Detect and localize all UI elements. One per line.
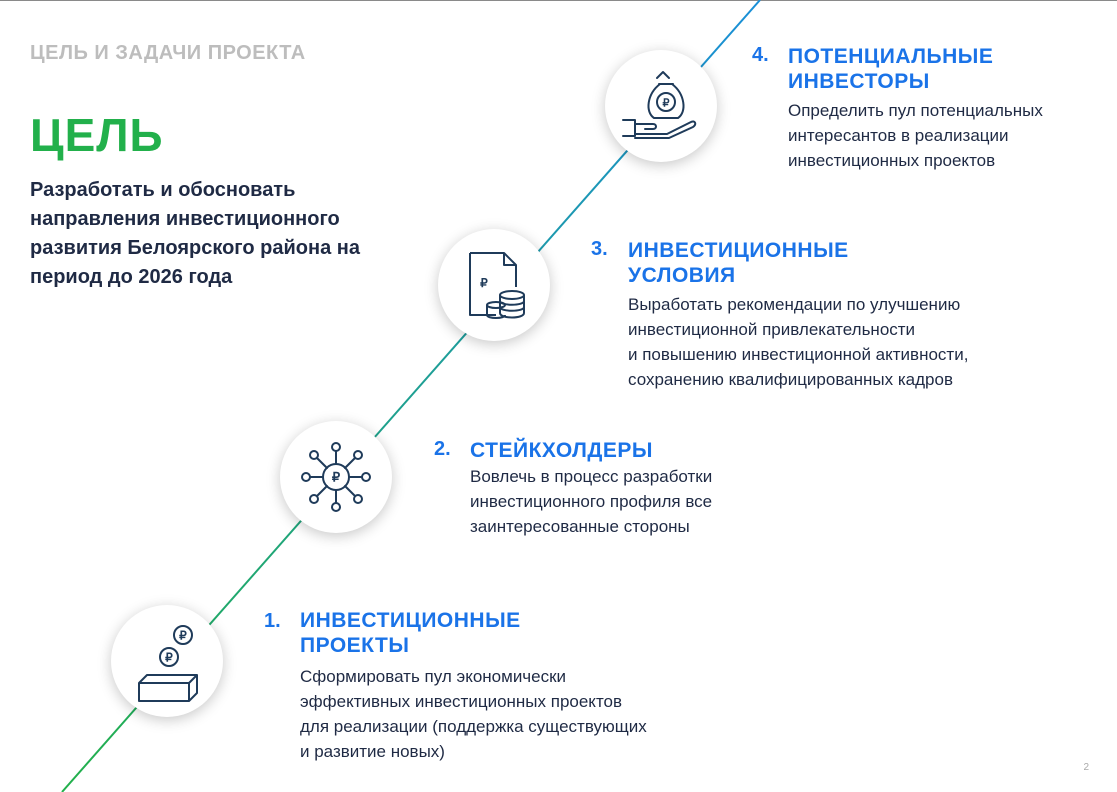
step-4-number: 4. — [752, 44, 769, 66]
step-2-number: 2. — [434, 438, 451, 460]
svg-text:₽: ₽ — [662, 97, 670, 110]
step-4-title — [788, 44, 993, 94]
step-2-icon-circle — [280, 421, 392, 533]
step-3-icon-circle — [438, 229, 550, 341]
step-2-desc-line: инвестиционного профиля все — [470, 492, 713, 511]
page-number: 2 — [1083, 762, 1089, 773]
step-2-desc-line: Вовлечь в процесс разработки — [470, 467, 713, 486]
step-1-desc-line: Сформировать пул экономически — [300, 667, 567, 686]
step-3-number: 3. — [591, 238, 608, 260]
step-3-desc-line: и повышению инвестиционной активности, — [628, 345, 969, 364]
svg-text:₽: ₽ — [331, 469, 341, 485]
goal-text: Разработать и обосновать направления инвестиционного развития Белоярского района на период до 2026 года — [30, 179, 360, 288]
step-3-description — [628, 292, 968, 392]
svg-text:₽: ₽ — [165, 650, 173, 665]
step-4-desc-line: инвестиционных проектов — [788, 151, 996, 170]
step-3-desc-line: сохранению квалифицированных кадров — [628, 370, 953, 389]
svg-text:₽: ₽ — [480, 276, 488, 290]
goal-title: ЦЕЛЬ — [30, 109, 164, 161]
step-4-description — [788, 98, 1043, 173]
step-2-description — [470, 464, 712, 539]
step-1-number: 1. — [264, 610, 281, 632]
svg-text:₽: ₽ — [179, 628, 187, 643]
step-1-desc-line: эффективных инвестиционных проектов — [300, 692, 623, 711]
coins-box-icon — [111, 605, 223, 717]
money-bag-hand-icon — [605, 50, 717, 162]
step-2-title-line1: СТЕЙКХОЛДЕРЫ — [470, 439, 653, 462]
network-ruble-icon — [280, 421, 392, 533]
step-4-icon-circle — [605, 50, 717, 162]
page-heading: ЦЕЛЬ И ЗАДАЧИ ПРОЕКТА — [30, 42, 306, 64]
step-1-icon-circle — [111, 605, 223, 717]
step-3-title-line1: ИНВЕСТИЦИОННЫЕ — [628, 239, 849, 262]
step-3-desc-line: Выработать рекомендации по улучшению — [628, 295, 961, 314]
step-1-desc-line: для реализации (поддержка существующих — [300, 717, 647, 736]
step-1-title-line1: ИНВЕСТИЦИОННЫЕ — [300, 609, 521, 632]
step-1-description — [300, 664, 647, 764]
step-2-title — [470, 438, 653, 463]
step-3-title — [628, 238, 849, 288]
step-1-title-line2: ПРОЕКТЫ — [300, 634, 410, 657]
step-1-desc-line: и развитие новых) — [300, 742, 445, 761]
step-2-desc-line: заинтересованные стороны — [470, 517, 690, 536]
step-4-desc-line: интересантов в реализации — [788, 126, 1009, 145]
step-3-desc-line: инвестиционной привлекательности — [628, 320, 916, 339]
step-1-title — [300, 608, 521, 658]
step-3-title-line2: УСЛОВИЯ — [628, 264, 736, 287]
step-4-title-line1: ПОТЕНЦИАЛЬНЫЕ — [788, 45, 994, 68]
step-4-title-line2: ИНВЕСТОРЫ — [788, 70, 930, 93]
step-4-desc-line: Определить пул потенциальных — [788, 101, 1043, 120]
document-coins-icon — [438, 229, 550, 341]
